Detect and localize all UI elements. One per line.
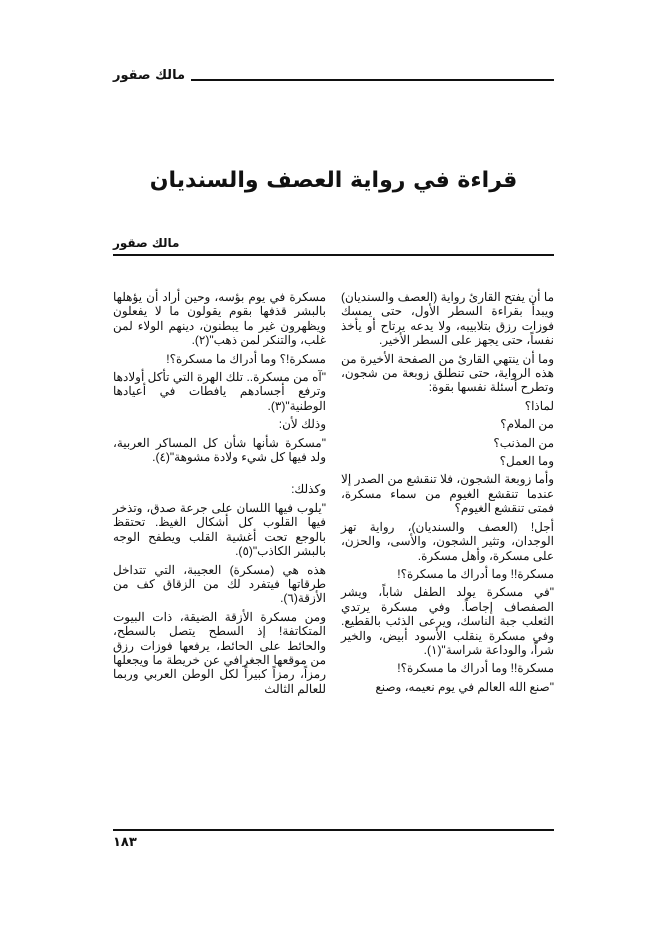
paragraph: ما أن يفتح القارئ رواية (العصف والسنديان) ويبدأ بقراءة السطر الأول، حتى يمسك فوزات رزق بتلابيبه، ولا يدعه يرتاح أو يأخذ نفساً، حتى يجهز على السطر الأخير. [341, 290, 554, 348]
paragraph: وذلك لأن: [278, 417, 326, 432]
text-column-left [113, 290, 326, 700]
paragraph: "في مسكرة يولد الطفل شاباً، ويشر الصفصاف إجاصاً. وفي مسكرة يرتدي الثعلب جبة الناسك، ويرعى الذئب بالقطيع. وفي مسكرة ينقلب الأسود أبيض، والخير شراً، والوداعة شراسة"(١). [341, 585, 554, 657]
paragraph: أجل! (العصف والسنديان)، رواية تهز الوجدان، وتثير الشجون، والأسى، والحزن، على مسكرة، وأهل مسكرة. [341, 519, 554, 563]
text-column-right [341, 290, 554, 698]
byline-rule [113, 254, 554, 256]
paragraph: "آه من مسكرة.. تلك الهرة التي تأكل أولادها وترفع أجسادهم يافطات في أعيادها الوطنية"(٣). [113, 370, 326, 413]
paragraph: لماذا؟ [524, 398, 554, 413]
page-number: ١٨٣ [113, 835, 137, 850]
paragraph: مسكرة!! وما أدراك ما مسكرة؟! [397, 566, 554, 581]
paragraph: "يلوب فيها اللسان على جرعة صدق، وتذخر فيها القلوب كل أشكال الغيظ. تحتقظ بالوجع تحت أغشية القلب ويطفح الوجه بالبشر الكاذب"(٥). [113, 500, 326, 559]
paragraph: مسكرة في يوم بؤسه، وحين أراد أن يؤهلها بالبشر قذفها بقوم يقولون ما لا يفعلون ويظهرون غير ما يبطنون، دينهم الولاء لمن غلب، والتنكر لمن ذهب"(٢). [113, 290, 326, 348]
paragraph: مسكرة!! وما أدراك ما مسكرة؟! [397, 661, 554, 676]
paragraph: من المذنب؟ [493, 435, 554, 450]
article-byline: مالك صقور [113, 236, 180, 250]
article-title: قراءة في رواية العصف والسنديان [149, 168, 518, 193]
footer-rule [113, 829, 554, 831]
paragraph: وما العمل؟ [499, 454, 554, 469]
paragraph: مسكرة!؟ وما أدراك ما مسكرة؟! [166, 351, 326, 366]
paragraph: وأما زوبعة الشجون، فلا تنقشع من الصدر إلا عندما تنقشع الغيوم من سماء مسكرة، فمتى تنقشع الغيوم؟ [341, 472, 554, 516]
running-header-author: مالك صقور [113, 68, 191, 83]
paragraph: وما أن ينتهي القارئ من الصفحة الأخيرة من هذه الرواية، حتى تنطلق زوبعة من شجون، وتطرح أسئلة نفسها بقوة: [341, 351, 554, 395]
paragraph: "صنع الله العالم في يوم نعيمه، وصنع [375, 679, 554, 694]
paragraph: وكذلك: [291, 482, 326, 497]
paragraph: هذه هي (مسكرة) العجيبة، التي تتداخل طرقاتها فيتفرد لك من الزقاق كف من الأزقة(٦). [113, 562, 326, 606]
paragraph: ومن مسكرة الأزقة الضيقة، ذات البيوت المتكاتفة! إذ السطح يتصل بالسطح، والحائط على الحائط، يرفعها فوزات رزق من موقعها الجغرافي عن خريطة ما ويجعلها رمزاً، رمزاً كبيراً لكل الوطن العربي وربما للعالم الثالث [113, 609, 326, 696]
paragraph: من الملام؟ [500, 417, 554, 432]
paragraph: "مسكرة شأنها شأن كل المساكر العربية، ولد فيها كل شيء ولادة مشوهة"(٤). [113, 435, 326, 465]
